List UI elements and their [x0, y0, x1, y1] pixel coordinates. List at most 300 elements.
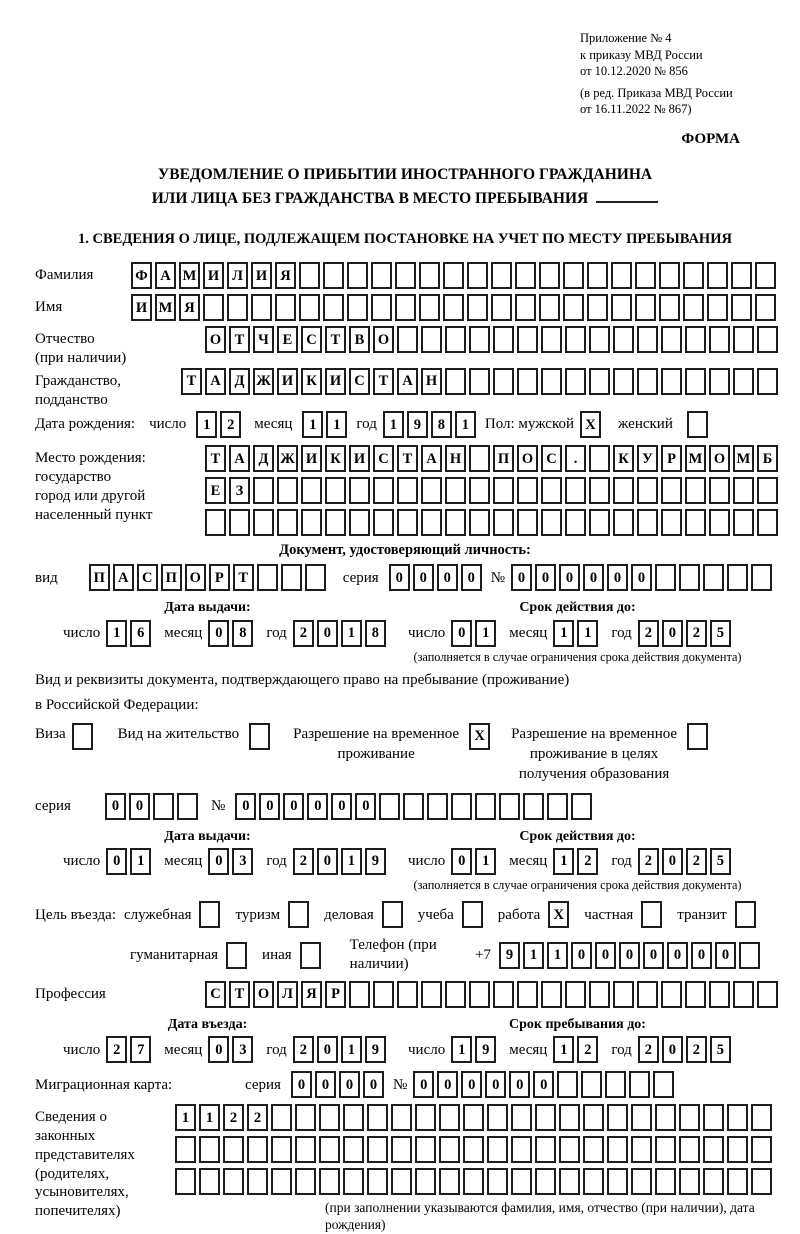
char-cell[interactable] [175, 1168, 196, 1195]
char-cell[interactable] [727, 564, 748, 591]
char-cell[interactable] [547, 793, 568, 820]
char-cell[interactable] [613, 477, 634, 504]
char-cell[interactable] [467, 294, 488, 321]
char-cell[interactable] [281, 564, 302, 591]
char-cell[interactable] [583, 1168, 604, 1195]
char-cell[interactable]: Я [179, 294, 200, 321]
char-cell[interactable]: А [113, 564, 134, 591]
char-cell[interactable]: С [301, 326, 322, 353]
char-cell[interactable]: О [517, 445, 538, 472]
char-cell[interactable]: А [421, 445, 442, 472]
char-cell[interactable] [349, 477, 370, 504]
char-cell[interactable]: С [205, 981, 226, 1008]
char-cell[interactable]: К [301, 368, 322, 395]
char-cell[interactable]: 0 [235, 793, 256, 820]
char-cell[interactable] [445, 326, 466, 353]
char-cell[interactable]: 0 [643, 942, 664, 969]
char-cell[interactable] [607, 1104, 628, 1131]
char-cell[interactable]: 2 [106, 1036, 127, 1063]
char-cell[interactable] [467, 262, 488, 289]
char-cell[interactable] [271, 1136, 292, 1163]
char-cell[interactable] [419, 294, 440, 321]
char-cell[interactable] [583, 1136, 604, 1163]
char-cell[interactable]: 1 [106, 620, 127, 647]
char-cell[interactable] [499, 793, 520, 820]
char-cell[interactable]: 1 [302, 411, 323, 438]
char-cell[interactable] [733, 368, 754, 395]
char-cell[interactable] [517, 981, 538, 1008]
char-cell[interactable] [703, 1168, 724, 1195]
char-cell[interactable] [637, 368, 658, 395]
char-cell[interactable]: Н [421, 368, 442, 395]
char-cell[interactable]: 2 [293, 620, 314, 647]
char-cell[interactable] [565, 981, 586, 1008]
char-cell[interactable] [295, 1168, 316, 1195]
char-cell[interactable]: Е [277, 326, 298, 353]
char-cell[interactable] [325, 477, 346, 504]
char-cell[interactable] [589, 477, 610, 504]
char-cell[interactable] [511, 1136, 532, 1163]
char-cell[interactable]: 0 [339, 1071, 360, 1098]
char-cell[interactable]: 8 [365, 620, 386, 647]
char-cell[interactable]: 1 [341, 848, 362, 875]
char-cell[interactable]: 0 [535, 564, 556, 591]
char-cell[interactable]: 0 [413, 564, 434, 591]
char-cell[interactable] [685, 477, 706, 504]
char-cell[interactable] [757, 326, 778, 353]
char-cell[interactable]: 1 [130, 848, 151, 875]
char-cell[interactable]: 3 [232, 1036, 253, 1063]
char-cell[interactable]: 0 [208, 848, 229, 875]
char-cell[interactable]: 0 [715, 942, 736, 969]
char-cell[interactable]: Д [229, 368, 250, 395]
char-cell[interactable] [629, 1071, 650, 1098]
char-cell[interactable]: 1 [455, 411, 476, 438]
char-cell[interactable] [757, 477, 778, 504]
char-cell[interactable]: 6 [130, 620, 151, 647]
char-cell[interactable] [493, 368, 514, 395]
char-cell[interactable]: И [301, 445, 322, 472]
char-cell[interactable]: 1 [199, 1104, 220, 1131]
char-cell[interactable] [655, 1168, 676, 1195]
char-cell[interactable] [757, 981, 778, 1008]
char-cell[interactable] [443, 262, 464, 289]
char-cell[interactable] [683, 294, 704, 321]
char-cell[interactable] [421, 981, 442, 1008]
char-cell[interactable]: 0 [129, 793, 150, 820]
char-cell[interactable] [755, 294, 776, 321]
char-cell[interactable]: 1 [326, 411, 347, 438]
char-cell[interactable] [397, 326, 418, 353]
char-cell[interactable]: 1 [383, 411, 404, 438]
char-cell[interactable]: И [203, 262, 224, 289]
char-cell[interactable]: 1 [547, 942, 568, 969]
char-cell[interactable] [395, 294, 416, 321]
char-cell[interactable] [517, 326, 538, 353]
char-cell[interactable]: 1 [475, 620, 496, 647]
char-cell[interactable] [703, 1104, 724, 1131]
char-cell[interactable] [419, 262, 440, 289]
char-cell[interactable] [203, 294, 224, 321]
char-cell[interactable]: О [709, 445, 730, 472]
char-cell[interactable] [299, 294, 320, 321]
char-cell[interactable]: И [349, 445, 370, 472]
char-cell[interactable]: 0 [106, 848, 127, 875]
char-cell[interactable] [463, 1136, 484, 1163]
char-cell[interactable]: 0 [283, 793, 304, 820]
char-cell[interactable] [223, 1136, 244, 1163]
char-cell[interactable] [709, 981, 730, 1008]
char-cell[interactable]: С [349, 368, 370, 395]
char-cell[interactable] [613, 326, 634, 353]
char-cell[interactable] [703, 564, 724, 591]
char-cell[interactable]: 9 [407, 411, 428, 438]
char-cell[interactable] [439, 1136, 460, 1163]
char-cell[interactable]: И [131, 294, 152, 321]
char-cell[interactable] [199, 1136, 220, 1163]
char-cell[interactable]: 5 [710, 848, 731, 875]
char-cell[interactable] [703, 1136, 724, 1163]
char-cell[interactable] [541, 477, 562, 504]
char-cell[interactable] [517, 477, 538, 504]
char-cell[interactable] [637, 981, 658, 1008]
char-cell[interactable] [515, 262, 536, 289]
char-cell[interactable] [343, 1168, 364, 1195]
char-cell[interactable]: Б [757, 445, 778, 472]
char-cell[interactable] [373, 981, 394, 1008]
char-cell[interactable]: 0 [355, 793, 376, 820]
char-cell[interactable]: 3 [232, 848, 253, 875]
char-cell[interactable] [541, 981, 562, 1008]
char-cell[interactable] [679, 564, 700, 591]
char-cell[interactable] [515, 294, 536, 321]
char-cell[interactable] [571, 793, 592, 820]
char-cell[interactable]: 2 [638, 848, 659, 875]
char-cell[interactable] [655, 564, 676, 591]
char-cell[interactable]: X [548, 901, 569, 928]
char-cell[interactable] [517, 509, 538, 536]
char-cell[interactable] [589, 509, 610, 536]
char-cell[interactable] [659, 262, 680, 289]
char-cell[interactable]: Т [397, 445, 418, 472]
char-cell[interactable] [415, 1168, 436, 1195]
char-cell[interactable] [300, 942, 321, 969]
char-cell[interactable] [223, 1168, 244, 1195]
char-cell[interactable]: 8 [232, 620, 253, 647]
char-cell[interactable]: 1 [341, 1036, 362, 1063]
char-cell[interactable] [373, 509, 394, 536]
char-cell[interactable] [751, 1136, 772, 1163]
char-cell[interactable] [541, 509, 562, 536]
char-cell[interactable] [541, 368, 562, 395]
char-cell[interactable] [655, 1136, 676, 1163]
char-cell[interactable]: Л [227, 262, 248, 289]
char-cell[interactable] [709, 326, 730, 353]
char-cell[interactable] [153, 793, 174, 820]
char-cell[interactable] [679, 1104, 700, 1131]
char-cell[interactable] [541, 326, 562, 353]
char-cell[interactable] [199, 901, 220, 928]
char-cell[interactable] [587, 294, 608, 321]
char-cell[interactable] [391, 1136, 412, 1163]
char-cell[interactable]: И [251, 262, 272, 289]
char-cell[interactable] [727, 1104, 748, 1131]
char-cell[interactable]: 0 [691, 942, 712, 969]
char-cell[interactable] [607, 1168, 628, 1195]
char-cell[interactable] [493, 326, 514, 353]
char-cell[interactable]: 0 [437, 1071, 458, 1098]
char-cell[interactable] [463, 1168, 484, 1195]
char-cell[interactable]: П [161, 564, 182, 591]
char-cell[interactable]: Т [229, 981, 250, 1008]
char-cell[interactable] [72, 723, 93, 750]
char-cell[interactable] [397, 509, 418, 536]
char-cell[interactable] [445, 981, 466, 1008]
char-cell[interactable]: О [253, 981, 274, 1008]
char-cell[interactable] [631, 1104, 652, 1131]
char-cell[interactable]: Я [301, 981, 322, 1008]
char-cell[interactable] [247, 1168, 268, 1195]
char-cell[interactable] [685, 509, 706, 536]
char-cell[interactable] [347, 294, 368, 321]
char-cell[interactable]: С [373, 445, 394, 472]
char-cell[interactable] [535, 1136, 556, 1163]
char-cell[interactable]: Н [445, 445, 466, 472]
char-cell[interactable] [563, 262, 584, 289]
char-cell[interactable] [751, 564, 772, 591]
char-cell[interactable] [659, 294, 680, 321]
char-cell[interactable]: И [325, 368, 346, 395]
char-cell[interactable]: 0 [619, 942, 640, 969]
char-cell[interactable] [727, 1168, 748, 1195]
char-cell[interactable] [397, 981, 418, 1008]
char-cell[interactable]: 0 [317, 1036, 338, 1063]
char-cell[interactable] [613, 368, 634, 395]
char-cell[interactable] [589, 326, 610, 353]
char-cell[interactable] [661, 509, 682, 536]
char-cell[interactable] [661, 368, 682, 395]
char-cell[interactable]: 1 [475, 848, 496, 875]
char-cell[interactable] [589, 445, 610, 472]
char-cell[interactable] [661, 477, 682, 504]
char-cell[interactable]: 0 [485, 1071, 506, 1098]
char-cell[interactable] [635, 262, 656, 289]
char-cell[interactable]: Т [373, 368, 394, 395]
char-cell[interactable]: Т [325, 326, 346, 353]
char-cell[interactable] [349, 509, 370, 536]
char-cell[interactable] [427, 793, 448, 820]
char-cell[interactable]: Ф [131, 262, 152, 289]
char-cell[interactable] [613, 981, 634, 1008]
char-cell[interactable] [487, 1104, 508, 1131]
char-cell[interactable] [299, 262, 320, 289]
char-cell[interactable] [611, 294, 632, 321]
char-cell[interactable]: К [613, 445, 634, 472]
char-cell[interactable] [493, 477, 514, 504]
char-cell[interactable] [709, 477, 730, 504]
char-cell[interactable]: 0 [461, 1071, 482, 1098]
char-cell[interactable]: 0 [571, 942, 592, 969]
char-cell[interactable]: 0 [363, 1071, 384, 1098]
char-cell[interactable] [565, 477, 586, 504]
char-cell[interactable]: 0 [461, 564, 482, 591]
char-cell[interactable] [323, 294, 344, 321]
char-cell[interactable] [445, 368, 466, 395]
char-cell[interactable] [511, 1104, 532, 1131]
char-cell[interactable] [739, 942, 760, 969]
char-cell[interactable] [511, 1168, 532, 1195]
char-cell[interactable]: 0 [631, 564, 652, 591]
char-cell[interactable]: 0 [291, 1071, 312, 1098]
char-cell[interactable] [583, 1104, 604, 1131]
char-cell[interactable] [271, 1104, 292, 1131]
char-cell[interactable]: С [137, 564, 158, 591]
char-cell[interactable] [707, 262, 728, 289]
char-cell[interactable]: 0 [307, 793, 328, 820]
char-cell[interactable]: А [229, 445, 250, 472]
char-cell[interactable] [589, 981, 610, 1008]
char-cell[interactable]: 2 [293, 1036, 314, 1063]
char-cell[interactable]: 0 [331, 793, 352, 820]
char-cell[interactable] [685, 326, 706, 353]
char-cell[interactable] [707, 294, 728, 321]
char-cell[interactable]: 0 [583, 564, 604, 591]
char-cell[interactable] [288, 901, 309, 928]
char-cell[interactable]: 2 [577, 848, 598, 875]
char-cell[interactable] [587, 262, 608, 289]
char-cell[interactable] [421, 477, 442, 504]
char-cell[interactable]: Т [181, 368, 202, 395]
char-cell[interactable] [421, 509, 442, 536]
char-cell[interactable] [751, 1104, 772, 1131]
char-cell[interactable]: 1 [553, 848, 574, 875]
char-cell[interactable] [491, 294, 512, 321]
char-cell[interactable] [469, 477, 490, 504]
char-cell[interactable] [637, 509, 658, 536]
char-cell[interactable]: М [179, 262, 200, 289]
char-cell[interactable] [445, 477, 466, 504]
char-cell[interactable]: 2 [686, 848, 707, 875]
char-cell[interactable]: П [493, 445, 514, 472]
char-cell[interactable] [439, 1104, 460, 1131]
char-cell[interactable] [641, 901, 662, 928]
char-cell[interactable]: У [637, 445, 658, 472]
char-cell[interactable]: 0 [607, 564, 628, 591]
char-cell[interactable]: 5 [710, 1036, 731, 1063]
char-cell[interactable] [295, 1104, 316, 1131]
char-cell[interactable]: 1 [451, 1036, 472, 1063]
char-cell[interactable] [343, 1136, 364, 1163]
char-cell[interactable] [565, 326, 586, 353]
char-cell[interactable]: М [733, 445, 754, 472]
char-cell[interactable]: 9 [365, 1036, 386, 1063]
char-cell[interactable]: Ч [253, 326, 274, 353]
char-cell[interactable] [205, 509, 226, 536]
char-cell[interactable] [175, 1136, 196, 1163]
char-cell[interactable] [661, 981, 682, 1008]
char-cell[interactable] [469, 981, 490, 1008]
char-cell[interactable] [251, 294, 272, 321]
char-cell[interactable]: 0 [315, 1071, 336, 1098]
char-cell[interactable] [391, 1168, 412, 1195]
char-cell[interactable]: 0 [259, 793, 280, 820]
char-cell[interactable]: 8 [431, 411, 452, 438]
char-cell[interactable]: 2 [223, 1104, 244, 1131]
char-cell[interactable]: С [541, 445, 562, 472]
char-cell[interactable]: Т [233, 564, 254, 591]
char-cell[interactable] [661, 326, 682, 353]
char-cell[interactable] [735, 901, 756, 928]
char-cell[interactable]: 2 [577, 1036, 598, 1063]
char-cell[interactable] [635, 294, 656, 321]
char-cell[interactable]: 7 [130, 1036, 151, 1063]
char-cell[interactable]: Р [325, 981, 346, 1008]
char-cell[interactable] [367, 1104, 388, 1131]
char-cell[interactable] [177, 793, 198, 820]
char-cell[interactable]: О [205, 326, 226, 353]
char-cell[interactable]: Т [229, 326, 250, 353]
char-cell[interactable] [462, 901, 483, 928]
char-cell[interactable]: 0 [451, 620, 472, 647]
char-cell[interactable] [469, 445, 490, 472]
char-cell[interactable] [349, 981, 370, 1008]
char-cell[interactable] [683, 262, 704, 289]
char-cell[interactable]: Т [205, 445, 226, 472]
char-cell[interactable] [229, 509, 250, 536]
char-cell[interactable]: 0 [595, 942, 616, 969]
char-cell[interactable] [199, 1168, 220, 1195]
title-blank-line[interactable] [596, 187, 658, 203]
char-cell[interactable]: 9 [365, 848, 386, 875]
char-cell[interactable] [557, 1071, 578, 1098]
char-cell[interactable] [539, 262, 560, 289]
char-cell[interactable]: 1 [341, 620, 362, 647]
char-cell[interactable] [319, 1168, 340, 1195]
char-cell[interactable]: 0 [437, 564, 458, 591]
char-cell[interactable]: 0 [105, 793, 126, 820]
char-cell[interactable] [391, 1104, 412, 1131]
char-cell[interactable] [275, 294, 296, 321]
char-cell[interactable]: О [185, 564, 206, 591]
char-cell[interactable] [247, 1136, 268, 1163]
char-cell[interactable]: 0 [317, 848, 338, 875]
char-cell[interactable] [305, 564, 326, 591]
char-cell[interactable] [371, 262, 392, 289]
char-cell[interactable]: З [229, 477, 250, 504]
char-cell[interactable] [733, 477, 754, 504]
char-cell[interactable] [347, 262, 368, 289]
char-cell[interactable] [653, 1071, 674, 1098]
char-cell[interactable] [613, 509, 634, 536]
char-cell[interactable]: 0 [451, 848, 472, 875]
char-cell[interactable]: Р [209, 564, 230, 591]
char-cell[interactable] [757, 509, 778, 536]
char-cell[interactable]: 0 [533, 1071, 554, 1098]
char-cell[interactable] [475, 793, 496, 820]
char-cell[interactable]: 0 [662, 848, 683, 875]
char-cell[interactable]: А [155, 262, 176, 289]
char-cell[interactable] [343, 1104, 364, 1131]
char-cell[interactable]: 0 [559, 564, 580, 591]
char-cell[interactable] [611, 262, 632, 289]
char-cell[interactable]: 0 [662, 1036, 683, 1063]
char-cell[interactable]: 2 [686, 620, 707, 647]
char-cell[interactable]: Ж [253, 368, 274, 395]
char-cell[interactable] [637, 477, 658, 504]
char-cell[interactable] [379, 793, 400, 820]
char-cell[interactable] [253, 509, 274, 536]
char-cell[interactable] [395, 262, 416, 289]
